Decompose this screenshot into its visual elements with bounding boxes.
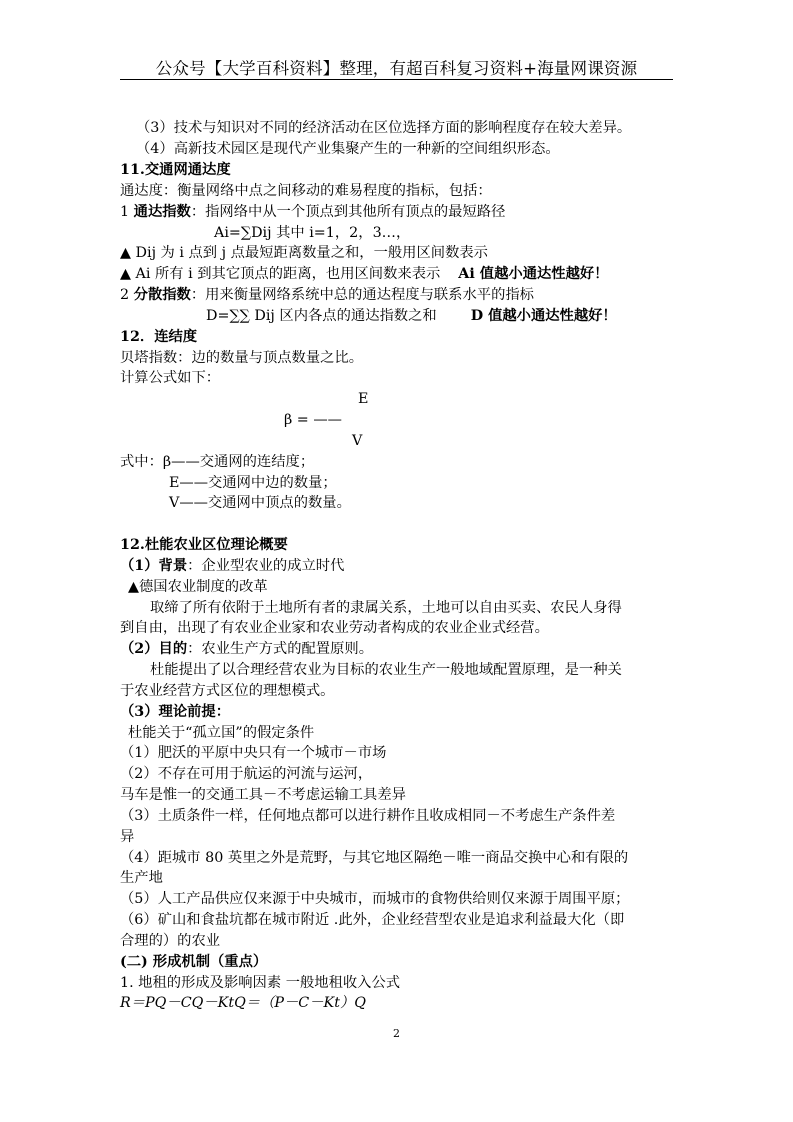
text-line: 杜能关于“孤立国”的假定条件	[128, 725, 315, 741]
text-line: （6）矿山和食盐坑都在城市附近 .此外，企业经营型农业是追求利益最大化（即	[120, 912, 625, 928]
text-line: 到自由，出现了有农业企业家和农业劳动者构成的农业企业式经营。	[120, 620, 549, 636]
subheading-background: （1）背景	[120, 558, 188, 574]
subheading-premises: （3）理论前提：	[120, 704, 231, 720]
text-line	[120, 285, 534, 305]
text-line: （2）不存在可用于航运的河流与运河，	[120, 766, 373, 782]
term-accessibility-index: 通达指数	[133, 204, 191, 220]
text-line: E——交通网中边的数量；	[169, 475, 337, 491]
header-divider	[120, 79, 673, 80]
text-line: V——交通网中顶点的数量。	[169, 495, 351, 511]
subheading-purpose: （2）目的	[120, 641, 188, 657]
section-heading-accessibility: 11.交通网通达度	[120, 162, 231, 178]
text-line: 杜能提出了以合理经营农业为目标的农业生产一般地域配置原理，是一种关	[150, 662, 622, 678]
text-line	[120, 556, 344, 576]
emphasis-text: D 值越小通达性越好！	[470, 308, 617, 324]
page-header: 公众号【大学百科资料】整理，有超百科复习资料+海量网课资源	[155, 59, 638, 78]
formula-ai: Ai=∑Dij 其中 i=1，2，3…，	[214, 225, 411, 241]
text-line: 计算公式如下：	[120, 370, 221, 386]
text-fragment: ：用来衡量网络系统中总的通达程度与联系水平的指标	[190, 287, 534, 303]
bullet-line: ▲ Dij 为 i 点到 j 点最短距离数量之和，一般用区间数表示	[120, 245, 488, 261]
formula-numerator: E	[358, 391, 369, 407]
text-line: 通达度：衡量网络中点之间移动的难易程度的指标，包括：	[120, 183, 492, 199]
text-line: （4）距城市 80 英里之外是荒野，与其它地区隔绝－唯一商品交换中心和有限的	[120, 850, 629, 866]
text-line: （5）人工产品供应仅来源于中央城市，而城市的食物供给则仅来源于周围平原；	[120, 891, 630, 907]
text-line: （3）技术与知识对不同的经济活动在区位选择方面的影响程度存在较大差异。	[136, 120, 632, 136]
bullet-line: ▲德国农业制度的改革	[128, 579, 268, 595]
page-number: 2	[393, 1027, 400, 1040]
emphasis-text: Ai 值越小通达性越好！	[458, 266, 609, 282]
text-fragment: ：指网络中从一个顶点到其他所有顶点的最短路径	[190, 204, 506, 220]
text-line: 合理的）的农业	[120, 933, 221, 949]
formula-rent: R＝PQ－CQ－KtQ＝（P－C－Kt）Q	[120, 995, 366, 1011]
text-line: 于农业经营方式区位的理想模式。	[120, 683, 335, 699]
text-line: 异	[120, 829, 135, 845]
text-fragment: 1	[120, 204, 134, 220]
text-line: （3）土质条件一样，任何地点都可以进行耕作且收成相同－不考虑生产条件差	[120, 808, 616, 824]
text-fragment: ▲ Ai 所有 i 到其它顶点的距离，也用区间数来表示	[120, 266, 441, 282]
formula-d	[206, 306, 617, 326]
text-line: 1. 地租的形成及影响因素 一般地租收入公式	[120, 975, 401, 991]
section-heading-thunen: 12.杜能农业区位理论概要	[120, 537, 288, 553]
text-line	[120, 639, 373, 659]
text-fragment: 2	[120, 287, 134, 303]
term-dispersion-index: 分散指数	[133, 287, 191, 303]
formula-denominator: V	[352, 433, 363, 449]
text-line: （4）高新技术园区是现代产业集聚产生的一种新的空间组织形态。	[136, 141, 560, 157]
section-heading-connectivity: 12．连结度	[120, 329, 198, 345]
text-fragment: ：企业型农业的成立时代	[187, 558, 345, 574]
text-line: 马车是惟一的交通工具－不考虑运输工具差异	[120, 787, 406, 803]
text-line: （1）肥沃的平原中央只有一个城市－市场	[120, 745, 387, 761]
text-line	[120, 202, 505, 222]
text-fragment: ：农业生产方式的配置原则。	[187, 641, 373, 657]
section-heading-mechanism: (二) 形成机制（重点）	[120, 954, 268, 970]
text-line: 贝塔指数：边的数量与顶点数量之比。	[120, 350, 364, 366]
text-line: 取缔了所有依附于土地所有者的隶属关系，土地可以自由买卖、农民人身得	[150, 600, 622, 616]
text-fragment: D=∑∑ Dij 区内各点的通达指数之和	[206, 308, 437, 324]
formula-beta: β = ——	[284, 412, 342, 428]
text-line: 式中：β——交通网的连结度；	[120, 454, 315, 470]
bullet-line	[120, 264, 608, 284]
text-line: 生产地	[120, 870, 163, 886]
